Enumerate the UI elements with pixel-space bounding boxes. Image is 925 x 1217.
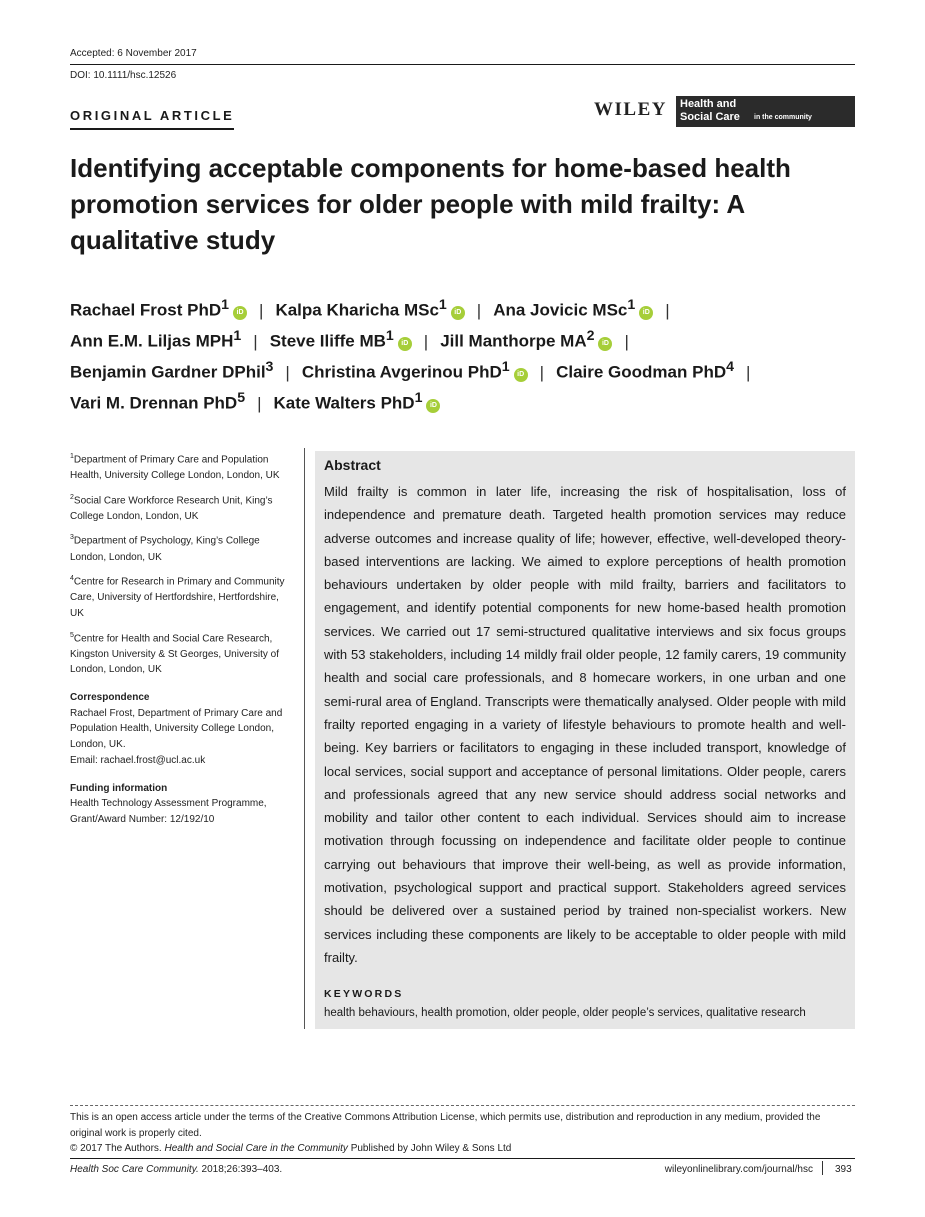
author-affiliation-sup: 1 (414, 390, 423, 406)
license-block (70, 1110, 855, 1157)
page-number: 393 (835, 1164, 852, 1175)
author-name: Kalpa Kharicha MSc (275, 300, 439, 320)
orcid-icon[interactable]: iD (639, 306, 653, 320)
affiliation (70, 449, 294, 484)
affiliation (70, 571, 294, 621)
citation (70, 1164, 282, 1175)
affiliation (70, 530, 294, 565)
author-name: Ann E.M. Liljas MPH (70, 331, 234, 351)
keywords: health behaviours, health promotion, older people, older people’s services, qualitative research (324, 1007, 806, 1019)
author-separator: | (745, 362, 751, 382)
header-rule (70, 64, 855, 65)
copyright (70, 1141, 855, 1157)
affiliation-text: Centre for Health and Social Care Research, Kingston University & St Georges, University of London, London, UK (70, 632, 279, 676)
article-type: ORIGINAL ARTICLE (70, 108, 234, 130)
affiliation-sup: 3 (70, 534, 74, 542)
author-separator: | (423, 331, 429, 351)
funding-text: Health Technology Assessment Programme, Grant/Award Number: 12/192/10 (70, 798, 267, 825)
orcid-icon[interactable]: iD (233, 306, 247, 320)
orcid-icon[interactable]: iD (451, 306, 465, 320)
publisher-logo: WILEY (594, 99, 667, 120)
author-separator: | (259, 300, 264, 320)
author-line (70, 290, 860, 321)
affiliation (70, 628, 294, 678)
footer-rule (70, 1158, 855, 1159)
author-affiliation-sup: 2 (586, 328, 595, 344)
affiliation-sup: 5 (70, 631, 74, 639)
author-name: Vari M. Drennan PhD (70, 393, 238, 413)
copyright-journal: Health and Social Care in the Community (164, 1143, 348, 1154)
affiliation (70, 490, 294, 525)
citation-rest: 2018;26:393–403. (201, 1164, 283, 1175)
author-separator: | (253, 331, 258, 351)
funding-heading: Funding information (70, 782, 168, 794)
author-separator: | (476, 300, 482, 320)
author-list (70, 290, 860, 414)
abstract-heading: Abstract (324, 457, 381, 473)
orcid-icon[interactable]: iD (398, 337, 412, 351)
author-name: Ana Jovicic MSc (493, 300, 628, 320)
citation-journal: Health Soc Care Community. (70, 1164, 199, 1175)
author-name: Christina Avgerinou PhD (301, 362, 502, 382)
author-line (70, 383, 860, 414)
journal-logo (676, 96, 855, 127)
correspondence-email[interactable]: Email: rachael.frost@ucl.ac.uk (70, 754, 206, 766)
affiliation-sup: 1 (70, 453, 74, 460)
author-affiliation-sup: 1 (438, 297, 447, 313)
author-line (70, 321, 860, 352)
column-divider (304, 448, 305, 1029)
orcid-icon[interactable]: iD (426, 399, 440, 413)
author-affiliation-sup: 5 (237, 390, 246, 406)
correspondence-heading: Correspondence (70, 692, 150, 704)
copyright-suffix: Published by John Wiley & Sons Ltd (350, 1143, 512, 1154)
journal-url[interactable]: wileyonlinelibrary.com/journal/hsc (664, 1164, 813, 1175)
author-affiliation-sup: 1 (385, 328, 394, 344)
author-separator: | (257, 393, 262, 413)
journal-logo-line1: Health and (680, 98, 737, 110)
journal-logo-line2: Social Care (680, 111, 740, 123)
author-affiliation-sup: 1 (221, 297, 230, 313)
author-affiliation-sup: 1 (501, 359, 510, 375)
article-title: Identifying acceptable components for home-based health promotion services for older people with mild frailty: A qualitative study (70, 153, 791, 255)
license-text: This is an open access article under the terms of the Creative Commons Attribution License, which permits use, distribution and reproduction in any medium, provided the original work is properly cited. (70, 1112, 821, 1139)
author-name: Claire Goodman PhD (556, 362, 727, 382)
author-name: Rachael Frost PhD (70, 300, 222, 320)
abstract-box (315, 451, 855, 1029)
abstract-body: Mild frailty is common in later life, increasing the risk of hospitalisation, loss of independence and premature death. Targeted health promotion services may reduce adverse outcomes and increase quality of life; however, effective, well-developed theory-based interventions are lacking. We aimed to explore perceptions of health promotion behaviours undertaken by older people with mild frailty, barriers and facilitators to engagement, and identify potential components for new home-based health promotion services. We carried out 17 semi-structured qualitative interviews and six focus groups with 53 stakeholders, including 14 mildly frail older people, 12 family carers, 19 community health and social care professionals, and 8 homecare workers, in one urban and one semi-rural area of England. Transcripts were thematically analysed. Older people with mild frailty reported engaging in a variety of lifestyle behaviours to promote health and well-being. Key barriers or facilitators to engaging in these included transport, knowledge of local services, social support and acceptance of personal limitations. Older people, carers and professionals agreed that any new service should address social networks and mobility and tailor other content to each individual. Services should aim to increase motivation through focussing on independence and facilitate older people to continue carrying out behaviours that improve their well-being, as well as provide information, motivation, psychological support and practical support. Stakeholders agreed services should be delivered over a sustained period by trained non-specialist workers. New services including these components are likely to be acceptable to older people with mild frailty. (324, 484, 846, 965)
author-name: Benjamin Gardner DPhil (70, 362, 266, 382)
author-name: Jill Manthorpe MA (440, 331, 587, 351)
affiliation-sup: 2 (70, 493, 74, 501)
affiliation-text: Department of Psychology, King’s College London, London, UK (70, 535, 260, 563)
author-affiliation-sup: 3 (265, 359, 274, 375)
correspondence-text: Rachael Frost, Department of Primary Care and Population Health, University College London, London, UK. (70, 707, 283, 751)
accepted-date: Accepted: 6 November 2017 (70, 48, 197, 59)
doi[interactable]: DOI: 10.1111/hsc.12526 (70, 70, 177, 81)
author-separator: | (285, 362, 290, 382)
author-affiliation-sup: 1 (627, 297, 636, 313)
affiliation-sup: 4 (70, 575, 74, 583)
author-name: Steve Iliffe MB (269, 331, 386, 351)
author-separator: | (539, 362, 545, 382)
author-affiliation-sup: 4 (726, 359, 734, 375)
affiliation-text: Department of Primary Care and Population Health, University College London, London, UK (70, 454, 280, 482)
author-line (70, 352, 860, 383)
affiliation-text: Social Care Workforce Research Unit, King’s College London, London, UK (70, 495, 273, 522)
license-divider (70, 1105, 855, 1106)
author-affiliation-sup: 1 (233, 328, 242, 344)
affiliations (70, 449, 294, 678)
copyright-prefix: © 2017 The Authors. (70, 1143, 162, 1154)
keywords-heading: KEYWORDS (324, 988, 404, 1000)
orcid-icon[interactable]: iD (514, 368, 528, 382)
left-column (70, 449, 294, 828)
author-separator: | (665, 300, 670, 320)
affiliation-text: Centre for Research in Primary and Community Care, University of Hertfordshire, Hertfordshire, UK (70, 576, 285, 619)
footer-divider (822, 1161, 823, 1175)
journal-logo-line3: in the community (754, 114, 812, 121)
orcid-icon[interactable]: iD (598, 337, 612, 351)
author-separator: | (624, 331, 629, 351)
author-name: Kate Walters PhD (273, 393, 415, 413)
